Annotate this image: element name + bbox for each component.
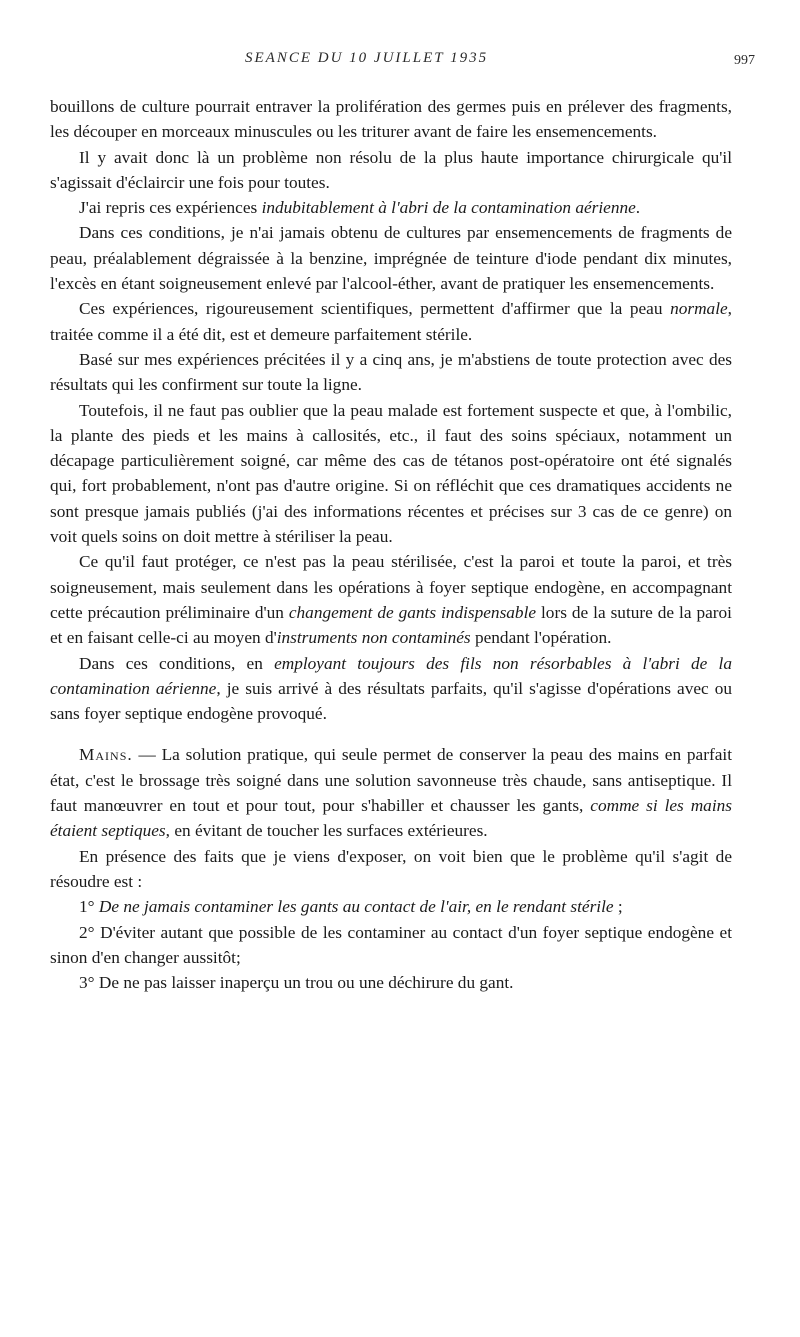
- list-number: 2°: [79, 922, 101, 942]
- emphasis-text: De ne jamais contaminer les gants au contact de l'air, en le rendant stérile: [98, 897, 614, 917]
- paragraph-text: J'ai repris ces expériences: [79, 198, 262, 218]
- emphasis-text: instruments non contaminés: [276, 628, 471, 648]
- paragraph-text: .: [635, 198, 641, 218]
- paragraph-protect-wall: [50, 549, 732, 650]
- emphasis-text: normale: [670, 299, 728, 319]
- paragraph-no-protection: Basé sur mes expériences précitées il y a cinq ans, je m'abstiens de toute protection avec des résultats qui les confirment sur toute la ligne.: [50, 349, 732, 395]
- paragraph-conditions: Dans ces conditions, je n'ai jamais obtenu de cultures par ensemencements de fragments de peau, préalablement dégraissée à la benzine, imprégnée de teinture d'iode pendant dix minutes, l'excès en étant soigneusement enlevé par l'alcool-éther, avant de pratiquer les ensemencements.: [50, 223, 732, 294]
- paragraph-text: ;: [613, 897, 623, 917]
- paragraph-results: [50, 651, 732, 727]
- paragraph-text: D'éviter autant que possible de les contaminer au contact d'un foyer septique endogène et sinon d'en changer aussitôt;: [50, 922, 732, 967]
- list-item-1: [50, 894, 732, 919]
- paragraph-text: — La solution pratique, qui seule permet de conserver la peau des mains en parfait état, c'est le brossage très soigné dans une solution savonneuse très chaude, sans antiseptique. Il faut manœuvrer en tout et pour tout, pour s'habiller et chausser les gants,: [50, 745, 732, 816]
- paragraph-diseased-skin: Toutefois, il ne faut pas oublier que la peau malade est fortement suspecte et que, à l'ombilic, la plante des pieds et les mains à callosités, etc., il faut des soins spéciaux, notamment un décapage particulièrement soigné, car même des cas de tétanos post-opératoire ont été signalés qui, fort probablement, n'ont pas d'autre origine. Si on réfléchit que ces dramatiques accidents ne sont presque jamais publiés (j'ai des informations récentes et précises sur 3 cas de ce genre) on voit quels soins on doit mettre à stériliser la peau.: [50, 400, 732, 547]
- paragraph-hands: [50, 742, 732, 843]
- emphasis-text: changement de gants indispensable: [288, 602, 537, 622]
- page-number: 997: [734, 53, 755, 68]
- paragraph-continuation: bouillons de culture pourrait entraver la prolifération des germes puis en prélever des fragments, les découper en morceaux minuscules ou les triturer avant de faire les ensemencements.: [50, 97, 732, 142]
- paragraph-conclusion-sterile: [50, 296, 732, 347]
- paragraph-text: Dans ces conditions, en: [79, 653, 275, 673]
- paragraph-text: Ce qu'il faut protéger, ce n'est pas la peau stérilisée, c'est la paroi et toute la paroi, et très soigneusement, mais seulement dans les opérations à foyer septique endogène, en accompagnant cette précaution préliminaire d'un: [50, 552, 732, 622]
- list-number: 3°: [79, 973, 99, 993]
- emphasis-text: employant toujours des fils non résorbables à l'abri de la contamination aérienne: [50, 653, 733, 698]
- emphasis-text: comme si les mains étaient septiques: [50, 796, 732, 841]
- paragraph-text: , je suis arrivé à des résultats parfaits, qu'il s'agisse d'opérations avec ou sans foyer septique endogène provoqué.: [50, 678, 732, 724]
- paragraph-problem: Il y avait donc là un problème non résolu de la plus haute importance chirurgicale qu'il s'agissait d'éclaircir une fois pour toutes.: [50, 147, 732, 192]
- list-item-2: [50, 920, 732, 971]
- paragraph-text: lors de la suture de la paroi et en faisant celle-ci au moyen d': [50, 602, 732, 648]
- paragraph-text: , traitée comme il a été dit, est et demeure parfaitement stérile.: [50, 299, 732, 344]
- paragraph-text: De ne pas laisser inaperçu un trou ou une déchirure du gant.: [98, 973, 514, 993]
- running-title: SEANCE DU 10 JUILLET 1935: [245, 50, 489, 66]
- section-label-hands: Mains.: [79, 745, 133, 765]
- paragraph-experiments-repeated: [50, 195, 732, 220]
- paragraph-problem-statement: En présence des faits que je viens d'exposer, on voit bien que le problème qu'il s'agit de résoudre est :: [50, 846, 732, 891]
- article-body: [50, 94, 732, 995]
- paragraph-text: pendant l'opération.: [470, 628, 612, 648]
- running-head: [0, 50, 800, 74]
- list-item-3: [50, 970, 732, 995]
- emphasis-text: indubitablement à l'abri de la contamination aérienne: [261, 198, 636, 218]
- paragraph-text: , en évitant de toucher les surfaces extérieures.: [165, 821, 488, 841]
- paragraph-text: Ces expériences, rigoureusement scientifiques, permettent d'affirmer que la peau: [79, 299, 671, 319]
- list-number: 1°: [79, 897, 99, 917]
